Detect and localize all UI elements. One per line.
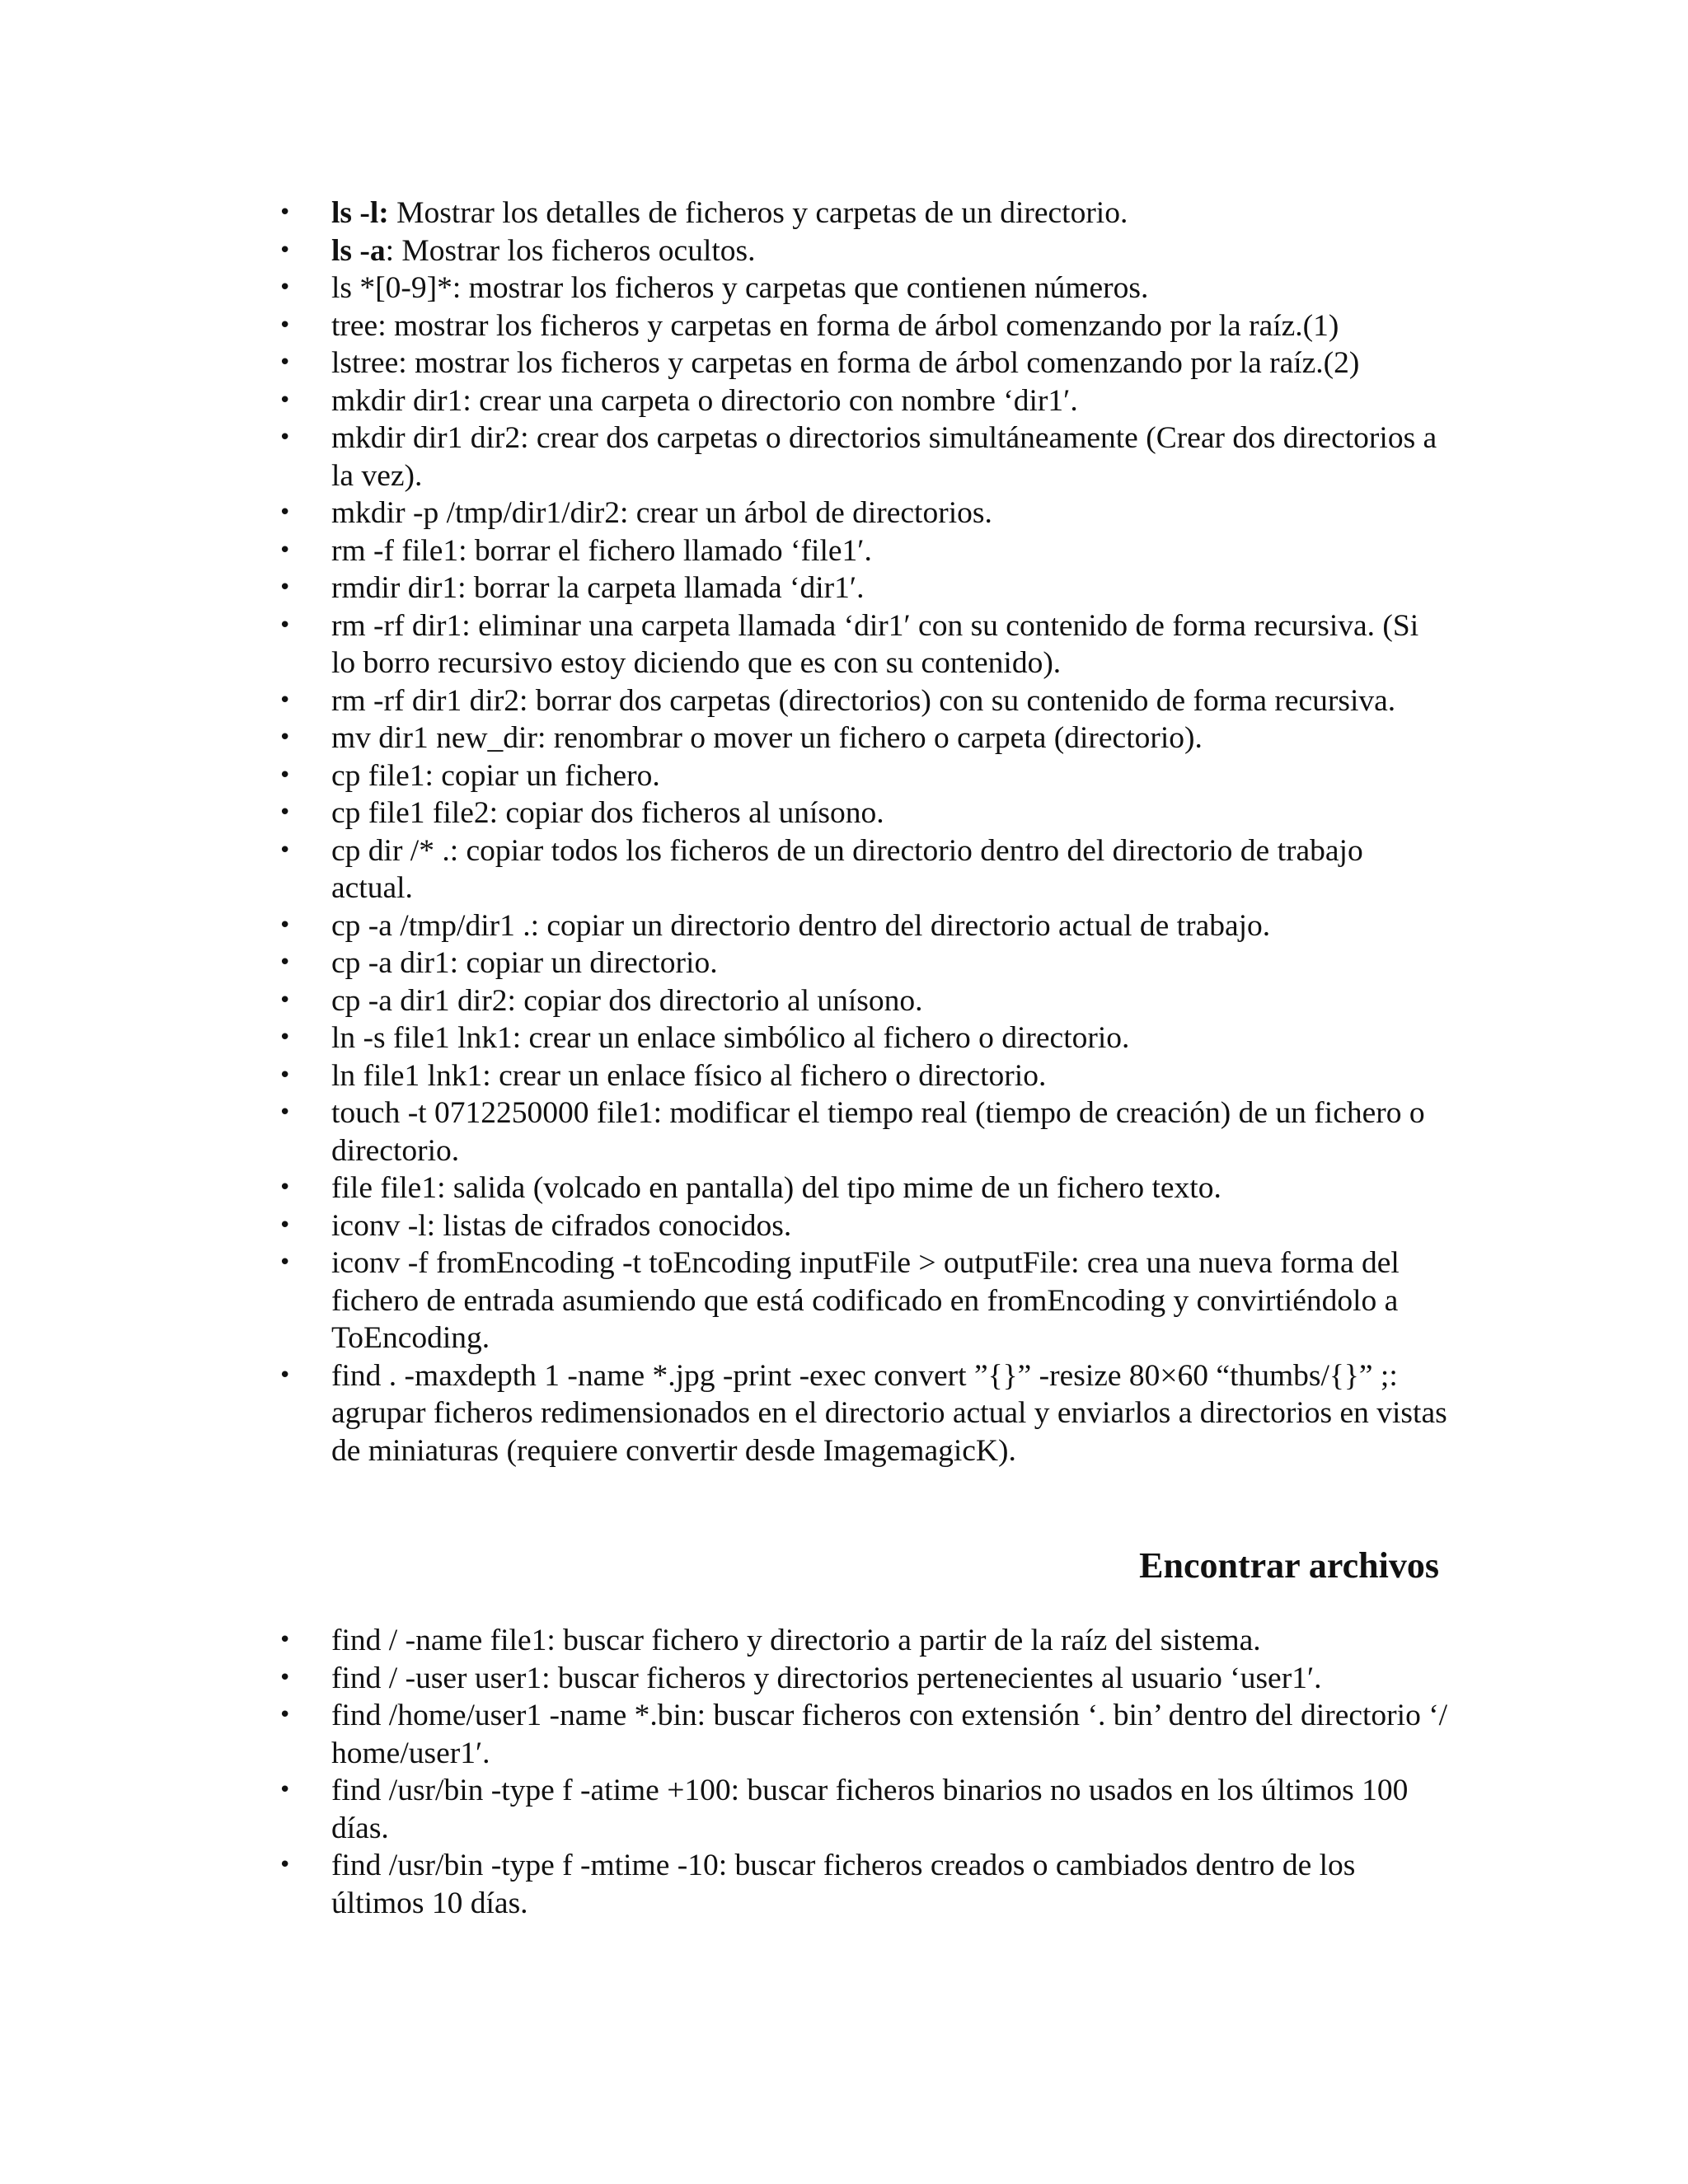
command-description: : Mostrar los ficheros ocultos.	[385, 233, 756, 268]
list-item	[279, 682, 1449, 720]
list-item	[279, 307, 1449, 345]
command-list	[279, 194, 1449, 1469]
bullet-icon: •	[279, 687, 292, 713]
list-item	[279, 1019, 1449, 1057]
list-item	[279, 1207, 1449, 1245]
list-item-text: mkdir dir1: crear una carpeta o directorio con nombre ‘dir1′.	[331, 383, 1078, 418]
list-item	[279, 1244, 1449, 1357]
list-item-text: tree: mostrar los ficheros y carpetas en forma de árbol comenzando por la raíz.(1)	[331, 308, 1339, 343]
bullet-icon: •	[279, 537, 292, 563]
list-item-text: ln file1 lnk1: crear un enlace físico al fichero o directorio.	[331, 1058, 1047, 1093]
list-item-text: ls *[0-9]*: mostrar los ficheros y carpetas que contienen números.	[331, 271, 1149, 305]
bullet-icon: •	[279, 312, 292, 338]
bullet-icon: •	[279, 1778, 292, 1802]
bullet-icon: •	[279, 575, 292, 600]
list-item	[279, 982, 1449, 1020]
list-item-text: mkdir -p /tmp/dir1/dir2: crear un árbol de directorios.	[331, 496, 992, 530]
bullet-icon: •	[279, 800, 292, 825]
bullet-icon: •	[279, 950, 292, 975]
bullet-icon: •	[279, 912, 292, 938]
list-item-text: cp -a dir1: copiar un directorio.	[331, 946, 718, 980]
list-item	[279, 344, 1449, 382]
list-item	[279, 382, 1449, 420]
section-heading: Encontrar archivos	[1139, 1545, 1439, 1586]
list-item-text: ln -s file1 lnk1: crear un enlace simbólico al fichero o directorio.	[331, 1021, 1130, 1055]
list-item	[279, 532, 1449, 570]
list-item	[279, 232, 1449, 270]
list-item	[279, 944, 1449, 982]
bullet-icon: •	[279, 987, 292, 1013]
bullet-icon: •	[279, 1362, 292, 1388]
list-item	[279, 1169, 1449, 1207]
list-item	[279, 1772, 1449, 1847]
list-item-text: rm -rf dir1 dir2: borrar dos carpetas (directorios) con su contenido de forma recursiva.	[331, 683, 1396, 718]
list-item-text: find /usr/bin -type f -atime +100: buscar ficheros binarios no usados en los últimos 100 días.	[331, 1774, 1409, 1845]
list-item-text: file file1: salida (volcado en pantalla) del tipo mime de un fichero texto.	[331, 1171, 1221, 1205]
bullet-icon: •	[279, 1703, 292, 1727]
list-item-text: iconv -f fromEncoding -t toEncoding inputFile > outputFile: crea una nueva forma del fichero de entrada asumiendo que está codificado en fromEncoding y convirtiéndolo a ToEncoding.	[331, 1246, 1400, 1355]
list-item	[279, 907, 1449, 945]
list-item	[279, 1847, 1449, 1922]
bullet-icon: •	[279, 1175, 292, 1200]
find-command-list	[279, 1622, 1449, 1922]
list-item	[279, 194, 1449, 232]
list-item	[279, 1357, 1449, 1470]
list-item-text: rm -f file1: borrar el fichero llamado ‘file1′.	[331, 533, 872, 568]
list-item-text: find . -maxdepth 1 -name *.jpg -print -exec convert ”{}” -resize 80×60 “thumbs/{}” ;: agrupar ficheros redimensionados en el directorio actual y enviarlos a directorios en vistas de miniaturas (requiere convertir desde ImagemagicK).	[331, 1358, 1447, 1468]
bullet-icon: •	[279, 237, 292, 263]
bullet-icon: •	[279, 350, 292, 375]
list-item-text: mv dir1 new_dir: renombrar o mover un fichero o carpeta (directorio).	[331, 721, 1203, 755]
list-item-text: cp file1: copiar un fichero.	[331, 758, 660, 793]
bullet-icon: •	[279, 1025, 292, 1050]
list-item	[279, 1697, 1449, 1772]
list-item-text: cp -a dir1 dir2: copiar dos directorio al unísono.	[331, 983, 923, 1018]
bullet-icon: •	[279, 1100, 292, 1125]
list-item-text: find / -user user1: buscar ficheros y directorios pertenecientes al usuario ‘user1′.	[331, 1661, 1322, 1695]
bullet-icon: •	[279, 1628, 292, 1652]
list-item-text: find / -name file1: buscar fichero y directorio a partir de la raíz del sistema.	[331, 1624, 1261, 1657]
bullet-icon: •	[279, 837, 292, 863]
list-item-text: find /usr/bin -type f -mtime -10: buscar ficheros creados o cambiados dentro de los últimos 10 días.	[331, 1849, 1356, 1920]
bullet-icon: •	[279, 1665, 292, 1690]
list-item-text: lstree: mostrar los ficheros y carpetas en forma de árbol comenzando por la raíz.(2)	[331, 346, 1360, 380]
bullet-icon: •	[279, 275, 292, 300]
bullet-icon: •	[279, 725, 292, 750]
list-item-text: rm -rf dir1: eliminar una carpeta llamada ‘dir1′ con su contenido de forma recursiva. (Si lo borro recursivo estoy diciendo que es con su contenido).	[331, 608, 1419, 680]
list-item	[279, 794, 1449, 832]
bullet-icon: •	[279, 1062, 292, 1088]
bullet-icon: •	[279, 1250, 292, 1275]
list-item-text: iconv -l: listas de cifrados conocidos.	[331, 1208, 792, 1243]
list-item	[279, 1057, 1449, 1095]
list-item	[279, 607, 1449, 682]
bullet-icon: •	[279, 500, 292, 525]
list-item	[279, 569, 1449, 607]
list-item	[279, 757, 1449, 795]
command-name: ls -l:	[331, 196, 389, 230]
list-item-text: mkdir dir1 dir2: crear dos carpetas o directorios simultáneamente (Crear dos directorios a la vez).	[331, 421, 1437, 493]
list-item	[279, 1622, 1449, 1660]
list-item	[279, 1094, 1449, 1169]
command-name: ls -a	[331, 233, 386, 268]
list-item	[279, 719, 1449, 757]
bullet-icon: •	[279, 425, 292, 450]
list-item	[279, 1660, 1449, 1698]
bullet-icon: •	[279, 1853, 292, 1877]
list-item-text: find /home/user1 -name *.bin: buscar ficheros con extensión ‘. bin’ dentro del directorio ‘/ home/user1′.	[331, 1699, 1448, 1770]
bullet-icon: •	[279, 1212, 292, 1238]
list-item	[279, 494, 1449, 532]
list-item-text: cp -a /tmp/dir1 .: copiar un directorio dentro del directorio actual de trabajo.	[331, 908, 1271, 943]
list-item-text: cp file1 file2: copiar dos ficheros al unísono.	[331, 796, 884, 830]
bullet-icon: •	[279, 387, 292, 413]
list-item	[279, 269, 1449, 307]
command-description: Mostrar los detalles de ficheros y carpetas de un directorio.	[388, 196, 1128, 230]
list-item-text: touch -t 0712250000 file1: modificar el tiempo real (tiempo de creación) de un fichero o directorio.	[331, 1096, 1425, 1168]
list-item	[279, 419, 1449, 494]
list-item-text: cp dir /* .: copiar todos los ficheros de un directorio dentro del directorio de trabajo actual.	[331, 833, 1363, 905]
list-item-text: rmdir dir1: borrar la carpeta llamada ‘dir1′.	[331, 571, 865, 605]
bullet-icon: •	[279, 200, 292, 225]
list-item	[279, 832, 1449, 907]
bullet-icon: •	[279, 612, 292, 638]
bullet-icon: •	[279, 762, 292, 788]
